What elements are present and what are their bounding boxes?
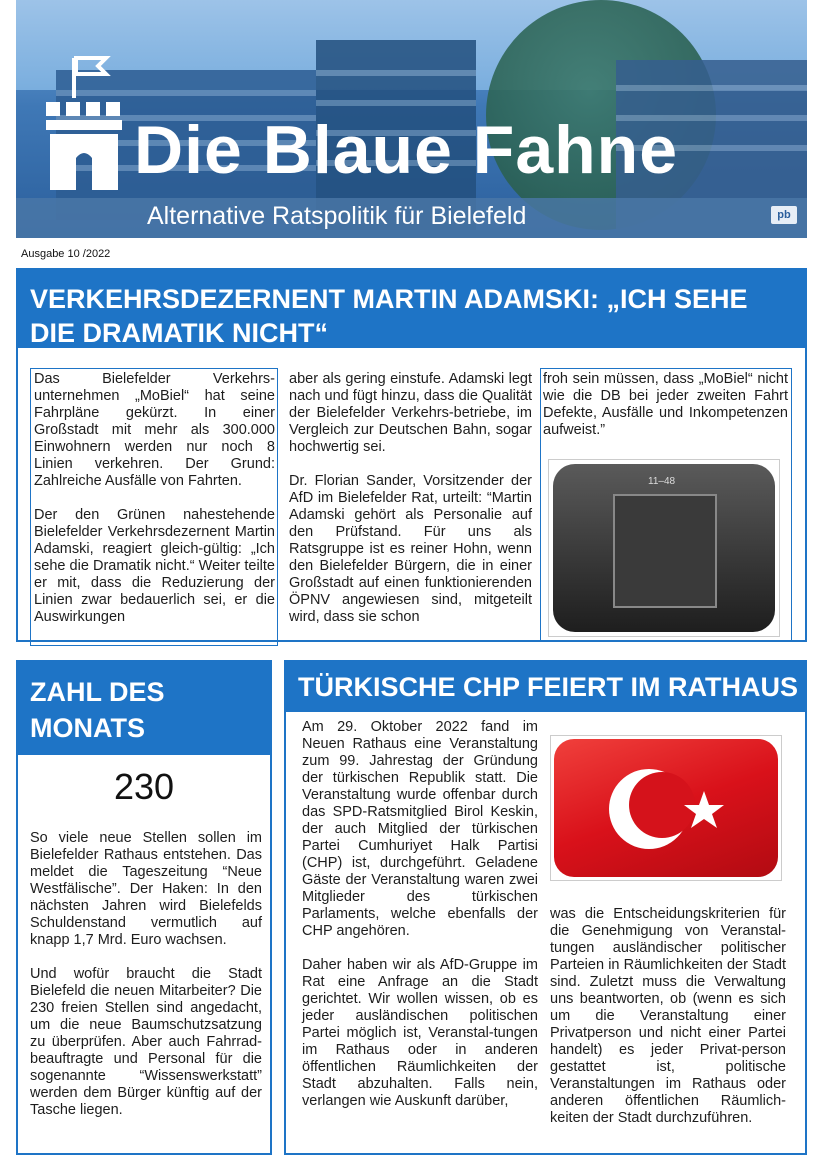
- number-of-month: 230: [114, 766, 175, 807]
- paragraph: Und wofür braucht die Stadt Bielefeld die neuen Mitarbeiter? Die 230 freien Stellen sind angedacht, um die neue Baumschutzsatzung zu überprüfen. Aber auch Fahrrad-beauftragte und Personal für die sogenannte “Wissenswerkstatt” werden dem Bürger künftig auf der Tasche liegen.: [30, 966, 262, 1118]
- number-box-header: [16, 660, 272, 755]
- article1-column-2: [289, 371, 532, 626]
- issue-number: Ausgabe 10 /2022: [21, 248, 111, 260]
- paragraph: was die Entscheidungskriterien für die Genehmigung von Veranstal-tungen ausländischer politischer Parteien in Räumlichkeiten der Stadt sind. Zuletzt muss die Verwaltung uns beantworten, ob (wenn es sich um die Veranstaltung einer Privatperson und nicht einer Partei handelt) es jeder Privat-person gestattet ist, politische Veranstaltungen im Rathaus oder anderen öffentlichen Räumlich-keiten der Stadt durchzuführen.: [550, 906, 786, 1126]
- article2-column-1: [302, 719, 538, 1110]
- paragraph: aber als gering einstufe. Adamski legt nach und fügt hinzu, dass die Qualität der Bielefelder Verkehrs-betriebe, im Vergleich zur Deutschen Bahn, sogar hochwertig sei.: [289, 371, 532, 455]
- article2-column-2: [550, 906, 786, 1127]
- article1-header: [16, 268, 807, 348]
- column-border: [30, 368, 278, 646]
- paragraph: Am 29. Oktober 2022 fand im Neuen Rathaus eine Veranstaltung zum 99. Jahrestag der Gründung der türkischen Republik statt. Die Veranstaltung wurde offenbar durch das SPD-Ratsmitglied Birol Keskin, der auch Mitglied der türkischen Partei Cumhuriyet Halk Partisi (CHP) ist, durchgeführt. Geladene Gäste der Veranstaltung waren zwei Mitglieder des türkischen Parlaments, welche ebenfalls der CHP angehören.: [302, 719, 538, 939]
- number-box-text: [30, 830, 262, 1119]
- turkish-flag-photo: [550, 735, 782, 881]
- paragraph: Dr. Florian Sander, Vorsitzender der AfD im Bielefelder Rat, urteilt: “Martin Adamski gehört als Personalie auf den Prüfstand. Für uns als Ratsgruppe ist es reiner Hohn, wenn den Bielefelder Bürgern, die in einer Großstadt auf einen funktionierenden ÖPNV angewiesen sind, mitgeteilt wird, dass sie schon: [289, 473, 532, 625]
- bus-stop-photo: [548, 459, 780, 637]
- bus-shelter-glass: [613, 494, 717, 608]
- castle-flag-logo-icon: [46, 50, 122, 190]
- article2-header: [284, 660, 807, 712]
- paragraph: Das Bielefelder Verkehrs-unternehmen „MoBiel“ hat seine Fahrpläne gekürzt. In einer Großstadt mit mehr als 300.000 Einwohnern werden nur noch 8 Linien verkehren. Der Grund: Zahlreiche Ausfälle von Fahrten.: [34, 371, 275, 489]
- article1-headline: VERKEHRSDEZERNENT MARTIN ADAMSKI: „ICH SEHE DIE DRAMATIK NICHT“: [30, 284, 748, 348]
- masthead-title: Die Blaue Fahne: [134, 112, 679, 188]
- paragraph: So viele neue Stellen sollen im Bielefelder Rathaus entstehen. Das meldet die Tageszeitung “Neue Westfälische”. Der Haken: In den nächsten Jahren wird Bielefelds Schuldenstand vermutlich auf knapp 1,7 Mrd. Euro wachsen.: [30, 830, 262, 948]
- crescent-star-icon: [554, 739, 778, 877]
- paragraph: froh sein müssen, dass „MoBiel“ nicht wie die DB bei jeder zweiten Fahrt Defekte, Ausfälle und Inkompetenzen aufweist.”: [543, 371, 788, 438]
- article2-headline: TÜRKISCHE CHP FEIERT IM RATHAUS: [298, 672, 799, 702]
- paragraph: Der den Grünen nahestehende Bielefelder Verkehrsdezernent Martin Adamski, reagiert gleich-gültig: „Ich sehe die Dramatik nicht.“ Weiter teilte er mit, dass die Reduzierung der Linien zwar bedauerlich sei, er die Auswirkungen: [34, 507, 275, 625]
- paragraph: Daher haben wir als AfD-Gruppe im Rat eine Anfrage an die Stadt gerichtet. Wir wollen wissen, ob es jeder ausländischen politischen Partei möglich ist, Veranstal-tungen im Rathaus oder in anderen öffentlichen Räumlichkeiten der Stadt abzuhalten. Falls nein, verlangen wie Auskunft darüber,: [302, 957, 538, 1109]
- number-box-headline: ZAHL DES MONATS: [30, 677, 165, 743]
- bus-stop-sign: 11–48: [648, 476, 676, 487]
- photo-credit: pb: [771, 206, 797, 224]
- masthead-subtitle: Alternative Ratspolitik für Bielefeld: [147, 202, 527, 230]
